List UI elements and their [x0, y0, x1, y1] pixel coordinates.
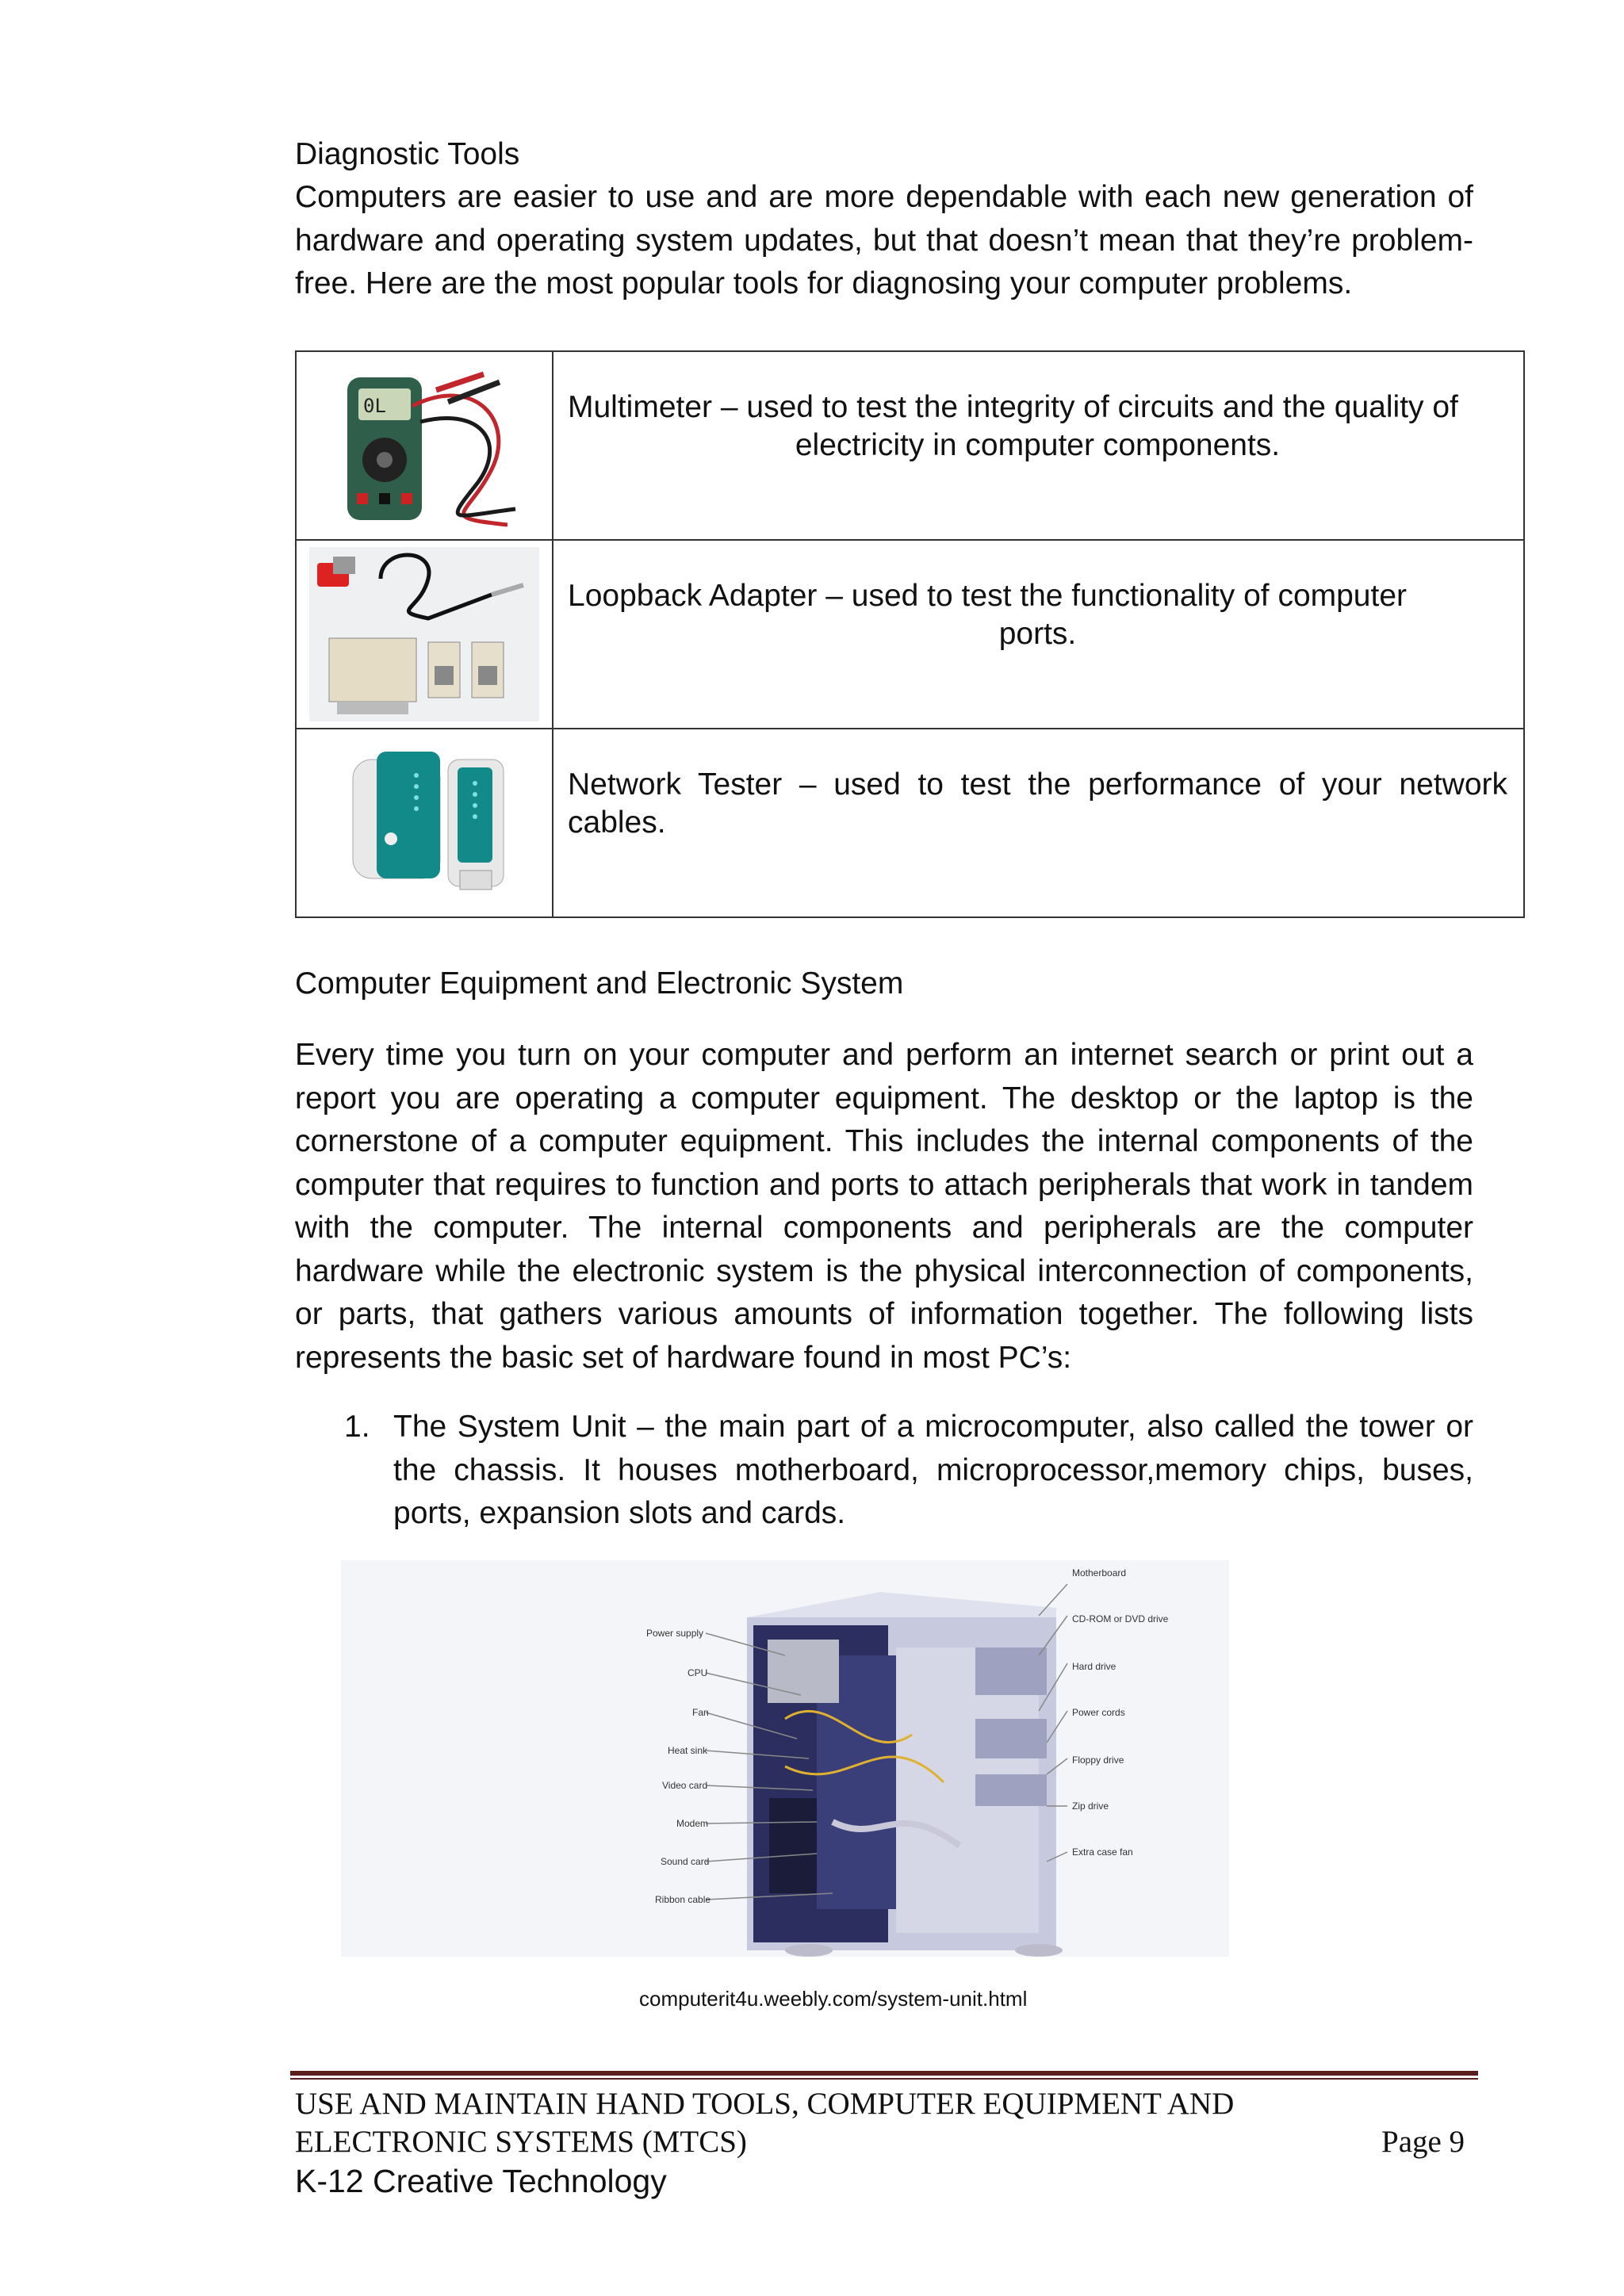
footer-title-line1: USE AND MAINTAIN HAND TOOLS, COMPUTER EQUIPMENT AND — [295, 2087, 1235, 2121]
label-floppy-drive: Floppy drive — [1072, 1755, 1124, 1766]
svg-text:0L: 0L — [363, 395, 386, 417]
multimeter-image-cell — [296, 351, 553, 540]
footer-title — [295, 2085, 1234, 2161]
label-zip-drive: Zip drive — [1072, 1800, 1109, 1812]
label-cpu: CPU — [688, 1667, 708, 1678]
network-tester-image-cell — [296, 729, 553, 917]
loopback-description — [553, 540, 1524, 729]
footer-subtitle: K-12 Creative Technology — [295, 2163, 667, 2199]
footer-rule-thin — [290, 2078, 1478, 2080]
label-heat-sink: Heat sink — [668, 1745, 708, 1756]
section-heading-computer-equipment: Computer Equipment and Electronic System — [295, 966, 904, 1001]
network-tester-text-main: Network Tester – used to test the performance of your network cables. — [568, 767, 1507, 840]
footer-title-line2: ELECTRONIC SYSTEMS (MTCS) — [295, 2125, 747, 2159]
label-video-card: Video card — [662, 1780, 708, 1791]
network-tester-description — [553, 729, 1524, 917]
figure-caption: computerit4u.weebly.com/system-unit.html — [639, 1987, 1028, 2011]
label-fan: Fan — [692, 1707, 709, 1718]
system-unit-figure — [341, 1560, 1229, 1957]
footer-rule — [290, 2071, 1478, 2076]
list-number: 1. — [344, 1410, 370, 1444]
computer-equipment-paragraph: Every time you turn on your computer and perform an internet search or print out a report you are operating a computer equipment. The desktop or the laptop is the cornerstone of a computer equipment. This includes the internal components of the computer that requires to function and ports to attach peripherals that work in tandem with the computer. The internal components and peripherals are the computer hardware while the electronic system is the physical interconnection of components, or parts, that gathers various amounts of information together. The following lists represents the basic set of hardware found in most PC’s: — [295, 1038, 1473, 1375]
table-row — [296, 729, 1524, 917]
label-motherboard: Motherboard — [1072, 1567, 1127, 1578]
label-hard-drive: Hard drive — [1072, 1661, 1116, 1672]
list-text: The System Unit – the main part of a microcomputer, also called the tower or the chassis. It houses motherboard, microprocessor,memory chips, buses, ports, expansion slots and cards. — [393, 1410, 1473, 1530]
page-number: Page 9 — [1381, 2125, 1465, 2159]
label-power-supply: Power supply — [646, 1628, 704, 1639]
label-modem: Modem — [676, 1818, 709, 1829]
label-ribbon-cable: Ribbon cable — [655, 1894, 711, 1905]
multimeter-icon — [317, 358, 531, 533]
system-unit-diagram — [341, 1560, 1229, 1957]
label-sound-card: Sound card — [661, 1856, 710, 1867]
loopback-image-cell — [296, 540, 553, 729]
table-row — [296, 540, 1524, 729]
multimeter-text-tail: electricity in computer components. — [795, 428, 1281, 462]
loopback-adapter-icon — [309, 547, 539, 721]
network-tester-icon — [321, 736, 527, 910]
section-heading-diagnostic-tools: Diagnostic Tools — [295, 137, 520, 171]
label-cdrom-dvd-drive: CD-ROM or DVD drive — [1072, 1613, 1169, 1624]
label-power-cords: Power cords — [1072, 1707, 1125, 1718]
label-extra-case-fan: Extra case fan — [1072, 1846, 1133, 1858]
multimeter-text-main: Multimeter – used to test the integrity of circuits and the quality of — [568, 390, 1458, 424]
loopback-text-tail: ports. — [998, 617, 1077, 651]
diagnostic-intro-paragraph: Computers are easier to use and are more dependable with each new generation of hardware and operating system updates, but that doesn’t mean that they’re problem-free. Here are the most popular tools for diagnosing your computer problems. — [295, 180, 1473, 300]
diagnostic-tools-table — [295, 350, 1525, 918]
table-row — [296, 351, 1524, 540]
loopback-text-main: Loopback Adapter – used to test the functionality of computer — [568, 579, 1408, 613]
multimeter-description — [553, 351, 1524, 540]
